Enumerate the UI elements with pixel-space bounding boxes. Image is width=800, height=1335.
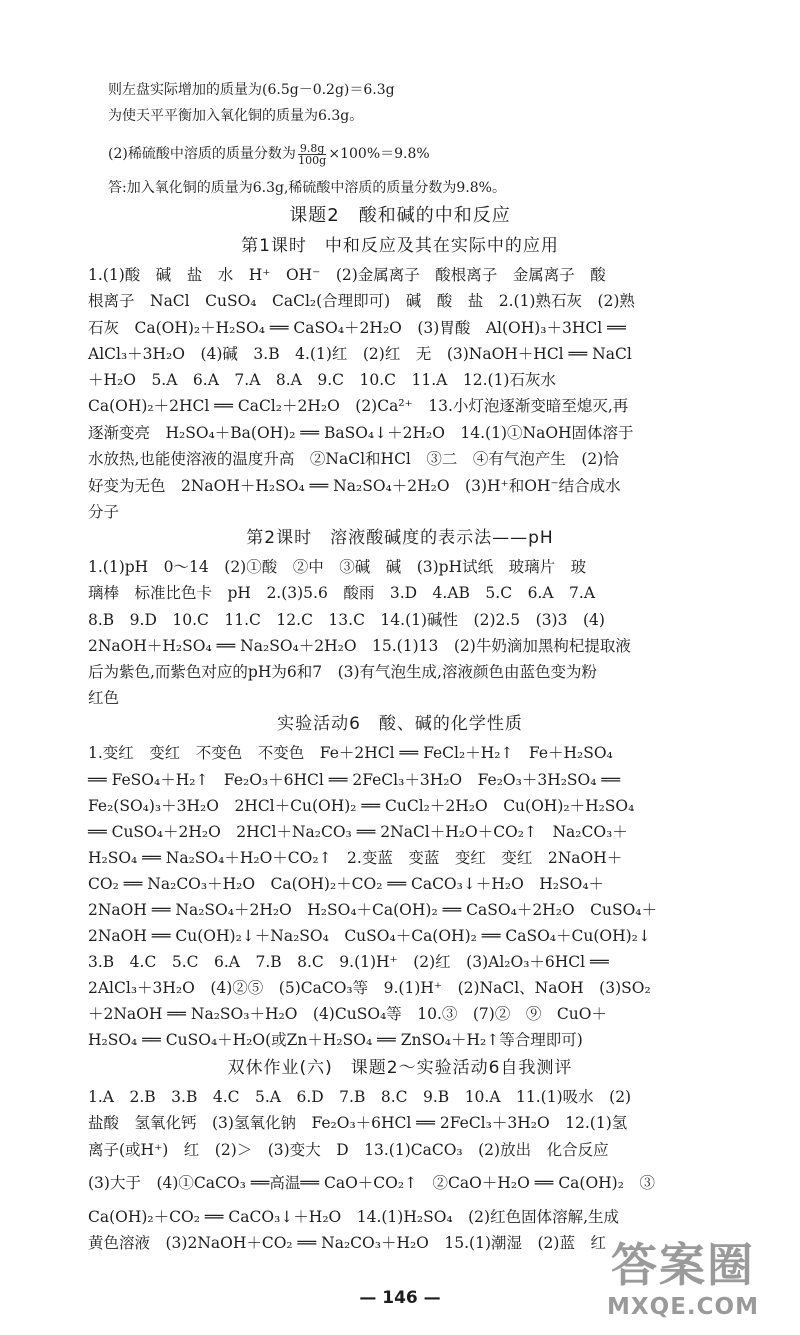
text-line: 水放热,也能使溶液的温度升高 ②NaCl和HCl ③二 ④有气泡产生 (2)恰 <box>88 450 619 468</box>
text-line: 8.B 9.D 10.C 11.C 12.C 13.C 14.(1)碱性 (2)2.5 (3)3 (4) <box>88 611 605 629</box>
section-title: 双休作业(六) 课题2～实验活动6自我测评 <box>227 1058 573 1078</box>
text-line: Ca(OH)₂＋CO₂ ══ CaCO₃↓＋H₂O 14.(1)H₂SO₄ (2)红色固体溶解,生成 <box>88 1208 619 1226</box>
text-line: ＋2NaOH ══ Na₂SO₃＋H₂O (4)CuSO₄等 10.③ (7)② ⑨ CuO＋ <box>88 1005 607 1023</box>
answer-line: 答:加入氧化铜的质量为6.3g,稀硫酸中溶质的质量分数为9.8%。 <box>108 180 506 196</box>
text-line: H₂SO₄ ══ Na₂SO₄＋H₂O＋CO₂↑ 2.变蓝 变蓝 变红 变红 2NaOH＋ <box>88 849 623 867</box>
text-line: 2NaOH＋H₂SO₄ ══ Na₂SO₄＋2H₂O 15.(1)13 (2)牛奶滴加黑枸杞提取液 <box>88 637 631 655</box>
text-line: 2NaOH ══ Cu(OH)₂↓＋Na₂SO₄ CuSO₄＋Ca(OH)₂ ══ CaSO₄＋Cu(OH)₂↓ <box>88 927 651 945</box>
fraction-line <box>108 140 748 168</box>
page-number: — 146 — <box>359 1288 441 1308</box>
text-line: 1.A 2.B 3.B 4.C 5.A 6.D 7.B 8.C 9.B 10.A 11.(1)吸水 (2) <box>88 1088 632 1106</box>
text-line: 黄色溶液 (3)2NaOH＋CO₂ ══ Na₂CO₃＋H₂O 15.(1)潮湿 (2)蓝 红 <box>88 1234 606 1252</box>
text-line: 逐渐变亮 H₂SO₄＋Ba(OH)₂ ══ BaSO₄↓＋2H₂O 14.(1)①NaOH固体溶于 <box>88 424 634 442</box>
text-line: 则左盘实际增加的质量为(6.5g－0.2g)＝6.3g <box>108 82 395 98</box>
fraction-text-after: ×100%＝9.8% <box>328 146 430 162</box>
text-line: 后为紫色,而紫色对应的pH为6和7 (3)有气泡生成,溶液颜色由蓝色变为粉 <box>88 663 597 681</box>
text-line: 2AlCl₃＋3H₂O (4)②⑤ (5)CaCO₃等 9.(1)H⁺ (2)NaCl、NaOH (3)SO₂ <box>88 979 651 997</box>
text-line: 1.变红 变红 不变色 不变色 Fe＋2HCl ══ FeCl₂＋H₂↑ Fe＋H₂SO₄ <box>88 744 613 762</box>
text-line: 璃棒 标准比色卡 pH 2.(3)5.6 酸雨 3.D 4.AB 5.C 6.A 7.A <box>88 584 596 602</box>
text-line: 3.B 4.C 5.C 6.A 7.B 8.C 9.(1)H⁺ (2)红 (3)Al₂O₃＋6HCl ══ <box>88 953 609 971</box>
text-line: 1.(1)酸 碱 盐 水 H⁺ OH⁻ (2)金属离子 酸根离子 金属离子 酸 <box>88 266 606 284</box>
text-line: Fe₂(SO₄)₃＋3H₂O 2HCl＋Cu(OH)₂ ══ CuCl₂＋2H₂O Cu(OH)₂＋H₂SO₄ <box>88 797 635 815</box>
text-line: ══ CuSO₄＋2H₂O 2HCl＋Na₂CO₃ ══ 2NaCl＋H₂O＋CO₂↑ Na₂CO₃＋ <box>88 823 628 841</box>
text-line: ══ FeSO₄＋H₂↑ Fe₂O₃＋6HCl ══ 2FeCl₃＋3H₂O Fe₂O₃＋3H₂SO₄ ══ <box>88 771 621 789</box>
watermark-logo <box>588 1236 778 1328</box>
text-line: 根离子 NaCl CuSO₄ CaCl₂(合理即可) 碱 酸 盐 2.(1)熟石灰 (2)熟 <box>88 292 635 310</box>
text-line: H₂SO₄ ══ CuSO₄＋H₂O(或Zn＋H₂SO₄ ══ ZnSO₄＋H₂↑等合理即可) <box>88 1031 583 1049</box>
section-title: 第2课时 溶液酸碱度的表示法——pH <box>246 528 554 548</box>
fraction-denominator: 100g <box>298 153 327 167</box>
topic-heading: 课题2 酸和碱的中和反应 <box>289 205 511 226</box>
watermark-url: MXQE.COM <box>607 1294 759 1320</box>
text-line: 1.(1)pH 0～14 (2)①酸 ②中 ③碱 碱 (3)pH试纸 玻璃片 玻 <box>88 558 587 576</box>
section-title: 第1课时 中和反应及其在实际中的应用 <box>241 236 559 256</box>
fraction-text-before: (2)稀硫酸中溶质的质量分数为 <box>108 146 296 162</box>
text-line: 好变为无色 2NaOH＋H₂SO₄ ══ Na₂SO₄＋2H₂O (3)H⁺和OH⁻结合成水 <box>88 477 621 495</box>
fraction <box>298 143 327 166</box>
text-line: CO₂ ══ Na₂CO₃＋H₂O Ca(OH)₂＋CO₂ ══ CaCO₃↓＋H₂O H₂SO₄＋ <box>88 875 605 893</box>
text-line: 盐酸 氢氧化钙 (3)氢氧化钠 Fe₂O₃＋6HCl ══ 2FeCl₃＋3H₂O 12.(1)氢 <box>88 1114 628 1132</box>
text-line: (3)大于 (4)①CaCO₃ ══高温══ CaO＋CO₂↑ ②CaO＋H₂O ══ Ca(OH)₂ ③ <box>88 1174 655 1192</box>
text-line: 2NaOH ══ Na₂SO₄＋2H₂O H₂SO₄＋Ca(OH)₂ ══ CaSO₄＋2H₂O CuSO₄＋ <box>88 901 658 919</box>
text-line: 为使天平平衡加入氧化铜的质量为6.3g。 <box>108 108 364 124</box>
fraction-numerator: 9.8g <box>299 141 325 155</box>
text-line: 红色 <box>88 689 120 707</box>
text-line: ＋H₂O 5.A 6.A 7.A 8.A 9.C 10.C 11.A 12.(1)石灰水 <box>88 371 556 389</box>
text-line: 分子 <box>88 503 120 521</box>
text-line: 石灰 Ca(OH)₂＋H₂SO₄ ══ CaSO₄＋2H₂O (3)胃酸 Al(OH)₃＋3HCl ══ <box>88 319 626 337</box>
text-line: 离子(或H⁺) 红 (2)＞ (3)变大 D 13.(1)CaCO₃ (2)放出 化合反应 <box>88 1141 609 1159</box>
watermark-main-text: 答案圈 <box>611 1238 755 1292</box>
section-title: 实验活动6 酸、碱的化学性质 <box>277 714 523 734</box>
text-line: Ca(OH)₂＋2HCl ══ CaCl₂＋2H₂O (2)Ca²⁺ 13.小灯泡逐渐变暗至熄灭,再 <box>88 397 629 415</box>
text-line: AlCl₃＋3H₂O (4)碱 3.B 4.(1)红 (2)红 无 (3)NaOH＋HCl ══ NaCl <box>88 345 632 363</box>
